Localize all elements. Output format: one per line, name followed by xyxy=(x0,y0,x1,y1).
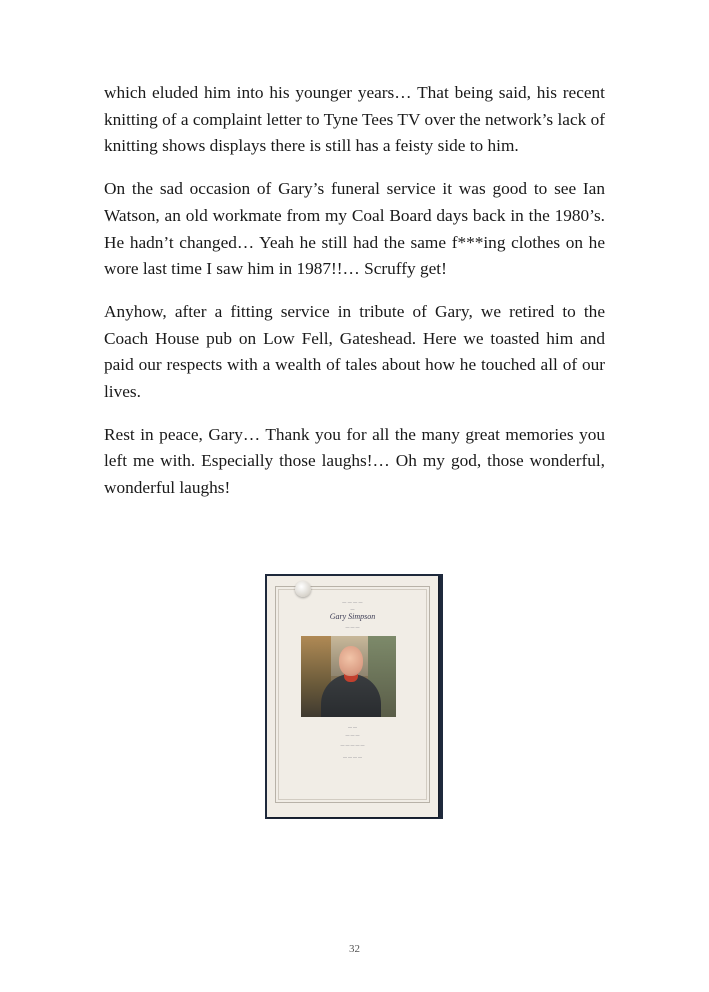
card-name: Gary Simpson xyxy=(329,612,376,621)
card-dates: — — — xyxy=(345,624,360,629)
card-date-time: — — — — — xyxy=(340,742,365,747)
paragraph: On the sad occasion of Gary’s funeral service it was good to see Ian Watson, an old workmate from my Coal Board days back in the 1980’s. He hadn’t changed… Yeah he still had the same f***ing clothes on he wore last time I saw him in 1987!!… Scruffy get! xyxy=(104,179,605,279)
order-of-service-photo xyxy=(265,574,443,819)
paragraph: which eluded him into his younger years… That being said, his recent knitting of a complaint letter to Tyne Tees TV over the network’s lack of knitting shows displays there is still has a feisty side to him. xyxy=(104,83,605,156)
card-subheading: — xyxy=(350,606,355,611)
portrait-face xyxy=(339,646,363,676)
paragraph: Anyhow, after a fitting service in tribute of Gary, we retired to the Coach House pub on Low Fell, Gateshead. Here we toasted him and paid our respects with a wealth of tales about how he touched all of our lives. xyxy=(104,301,605,402)
order-of-service-card xyxy=(267,576,438,817)
portrait-photo xyxy=(301,636,396,717)
card-venue-detail: — — — xyxy=(345,732,360,737)
card-heading: — — — — xyxy=(342,599,363,604)
paragraph: Rest in peace, Gary… Thank you for all the many great memories you left me with. Especially those laughs!… Oh my god, those wonderful, wonderful laughs! xyxy=(104,424,605,498)
card-officiant: — — — — xyxy=(343,754,362,759)
card-venue: — — xyxy=(348,724,357,729)
body-text xyxy=(104,80,605,518)
pin-icon xyxy=(295,581,311,597)
page-number: 32 xyxy=(349,943,360,955)
